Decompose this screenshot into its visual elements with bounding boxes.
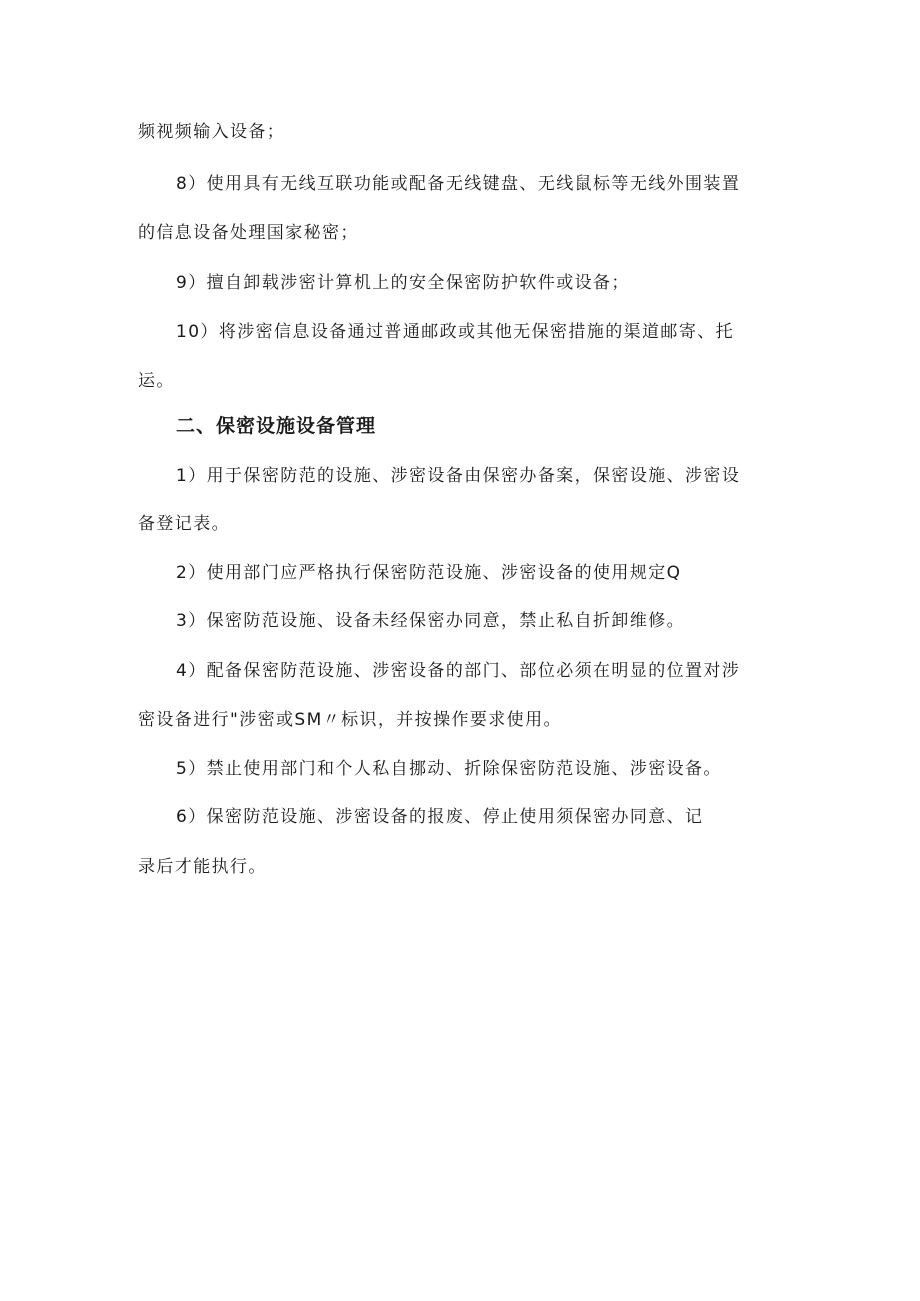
section-item-1-line-1: 1）用于保密防范的设施、涉密设备由保密办备案，保密设施、涉密设 [176,466,741,486]
section-item-4-line-2: 密设备进行"涉密或SM〃标识，并按操作要求使用。 [138,710,562,730]
list-item-9: 9）擅自卸载涉密计算机上的安全保密防护软件或设备； [176,273,630,293]
section-item-4-line-1: 4）配备保密防范设施、涉密设备的部门、部位必须在明显的位置对涉 [176,661,741,681]
section-item-1-line-2: 备登记表。 [138,514,230,534]
section-item-3: 3）保密防范设施、设备未经保密办同意，禁止私自折卸维修。 [176,611,686,631]
section-item-6-line-1: 6）保密防范设施、涉密设备的报废、停止使用须保密办同意、记 [176,807,704,827]
paragraph-line-continuation: 频视频输入设备； [138,122,286,142]
list-item-8-line-1: 8）使用具有无线互联功能或配备无线键盘、无线鼠标等无线外围装置 [176,174,741,194]
section-item-2: 2）使用部门应严格执行保密防范设施、涉密设备的使用规定Q [176,563,682,583]
section-item-6-line-2: 录后才能执行。 [138,857,267,877]
list-item-10-line-2: 运。 [138,371,175,391]
list-item-10-line-1: 10）将涉密信息设备通过普通邮政或其他无保密措施的渠道邮寄、托 [176,322,735,342]
list-item-8-line-2: 的信息设备处理国家秘密； [138,223,359,243]
section-heading: 二、保密设施设备管理 [176,415,377,437]
section-item-5: 5）禁止使用部门和个人私自挪动、折除保密防范设施、涉密设备。 [176,759,722,779]
